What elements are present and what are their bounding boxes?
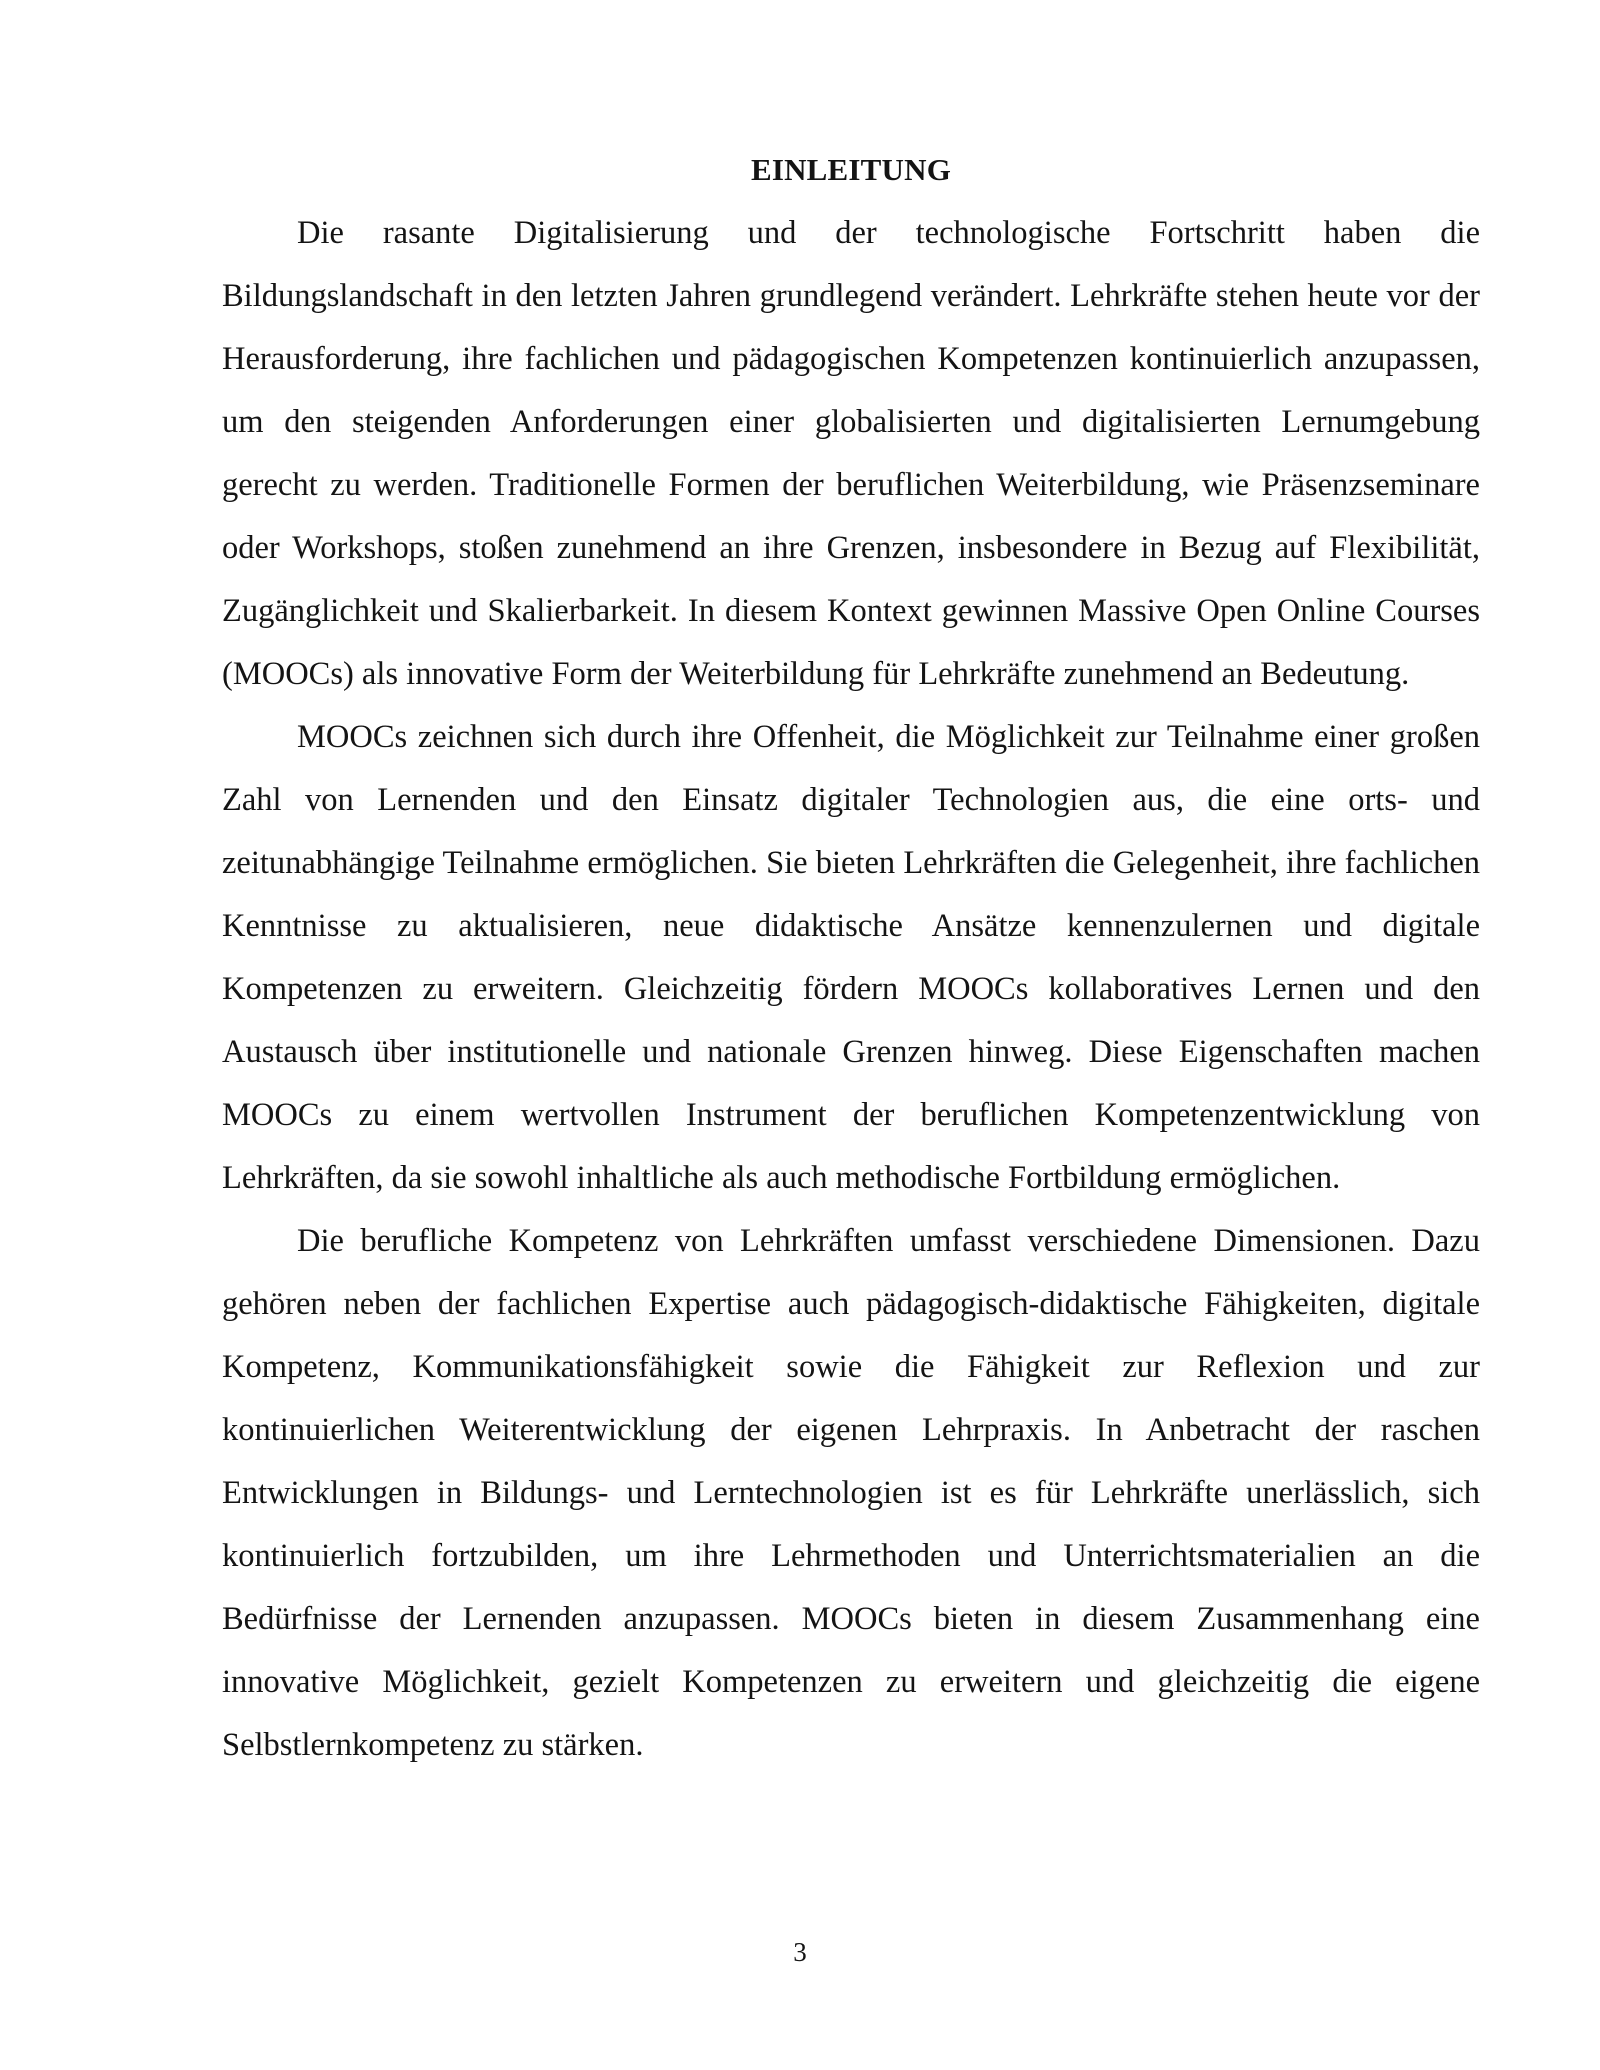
paragraph-3: Die berufliche Kompetenz von Lehrkräften umfasst verschiedene Dimensionen. Dazu gehören neben der fachlichen Expertise auch pädagogisch-didaktische Fähigkeiten, digitale Kompetenz, Kommunikationsfähigkeit sowie die Fähigkeit zur Reflexion und zur kontinuierlichen Weiterentwicklung der eigenen Lehrpraxis. In Anbetracht der raschen Entwicklungen in Bildungs- und Lerntechnologien ist es für Lehrkräfte unerlässlich, sich kontinuierlich fortzubilden, um ihre Lehrmethoden und Unterrichtsmaterialien an die Bedürfnisse der Lernenden anzupassen. MOOCs bieten in diesem Zusammenhang eine innovative Möglichkeit, gezielt Kompetenzen zu erweitern und gleichzeitig die eigene Selbstlernkompetenz zu stärken. <box>222 1223 1480 1763</box>
paragraph-1: Die rasante Digitalisierung und der technologische Fortschritt haben die Bildungslandschaft in den letzten Jahren grundlegend verändert. Lehrkräfte stehen heute vor der Herausforderung, ihre fachlichen und pädagogischen Kompetenzen kontinuierlich anzupassen, um den steigenden Anforderungen einer globalisierten und digitalisierten Lernumgebung gerecht zu werden. Traditionelle Formen der beruflichen Weiterbildung, wie Präsenzseminare oder Workshops, stoßen zunehmend an ihre Grenzen, insbesondere in Bezug auf Flexibilität, Zugänglichkeit und Skalierbarkeit. In diesem Kontext gewinnen Massive Open Online Courses (MOOCs) als innovative Form der Weiterbildung für Lehrkräfte zunehmend an Bedeutung. <box>222 215 1480 692</box>
page-content <box>222 148 1480 1777</box>
paragraph-2: MOOCs zeichnen sich durch ihre Offenheit, die Möglichkeit zur Teilnahme einer großen Zahl von Lernenden und den Einsatz digitaler Technologien aus, die eine orts- und zeitunabhängige Teilnahme ermöglichen. Sie bieten Lehrkräften die Gelegenheit, ihre fachlichen Kenntnisse zu aktualisieren, neue didaktische Ansätze kennenzulernen und digitale Kompetenzen zu erweitern. Gleichzeitig fördern MOOCs kollaboratives Lernen und den Austausch über institutionelle und nationale Grenzen hinweg. Diese Eigenschaften machen MOOCs zu einem wertvollen Instrument der beruflichen Kompetenzentwicklung von Lehrkräften, da sie sowohl inhaltliche als auch methodische Fortbildung ermöglichen. <box>222 719 1480 1196</box>
page-number: 3 <box>793 1937 807 1967</box>
section-heading: EINLEITUNG <box>750 152 952 187</box>
